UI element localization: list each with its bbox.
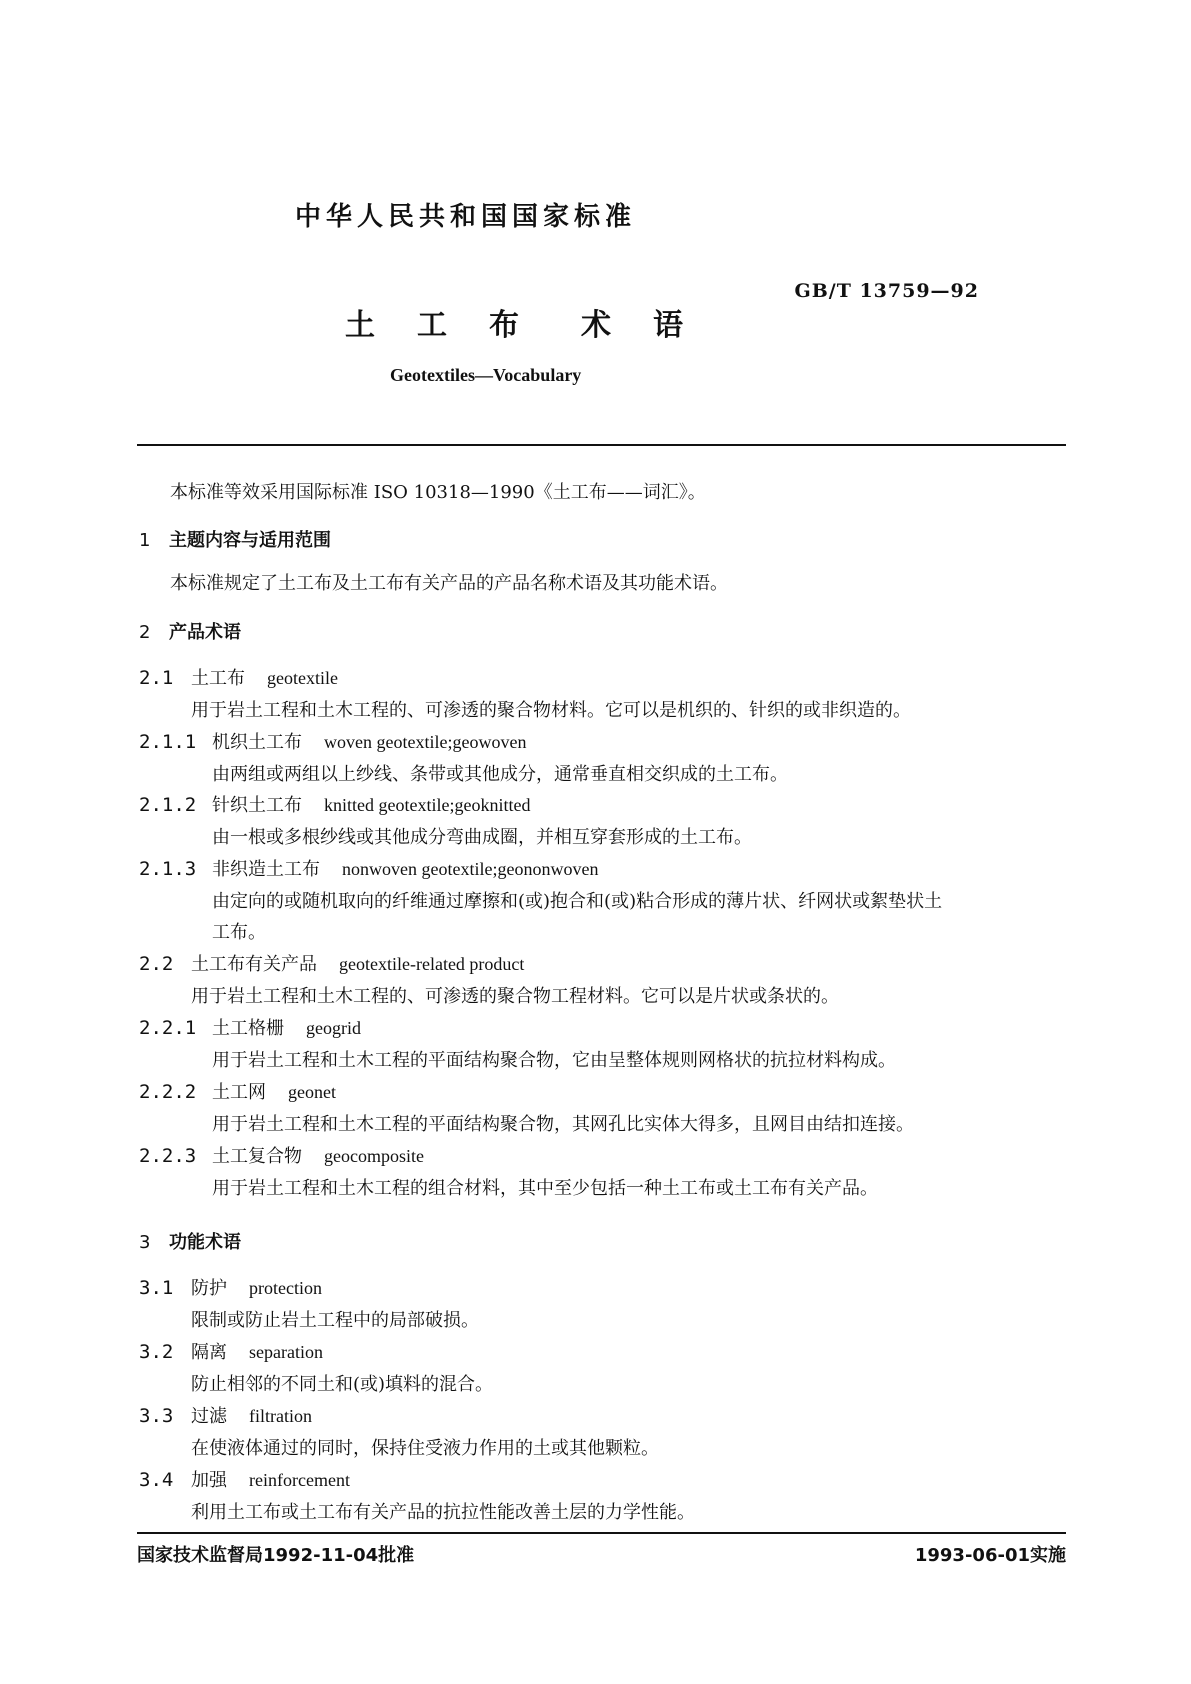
term-definition: 用于岩土工程和土木工程的、可渗透的聚合物材料。它可以是机织的、针织的或非织造的。	[191, 700, 911, 721]
term-en: reinforcement	[249, 1470, 350, 1490]
term-cn: 非织造土工布	[212, 859, 320, 880]
term-cn: 机织土工布	[212, 732, 302, 753]
term-cn: 土工复合物	[212, 1146, 302, 1167]
term-en: nonwoven geotextile;geononwoven	[342, 859, 599, 879]
term-definition: 在使液体通过的同时，保持住受液力作用的土或其他颗粒。	[191, 1438, 659, 1459]
term-cn: 加强	[191, 1470, 227, 1491]
bottom-rule	[137, 1532, 1066, 1534]
english-title: Geotextiles—Vocabulary	[390, 365, 582, 385]
term-en: geotextile	[267, 668, 338, 688]
term-definition: 限制或防止岩土工程中的局部破损。	[191, 1310, 479, 1331]
term-definition-cont: 工布。	[212, 922, 266, 943]
term-definition: 防止相邻的不同土和(或)填料的混合。	[191, 1374, 494, 1395]
term-entry	[139, 855, 598, 881]
term-en: woven geotextile;geowoven	[324, 732, 527, 752]
term-number: 3.1	[139, 1277, 174, 1299]
national-standard-heading: 中华人民共和国国家标准	[295, 202, 637, 232]
section-number: 2	[139, 622, 151, 643]
term-entry	[139, 1142, 424, 1168]
title-char: 语	[653, 308, 683, 343]
term-en: filtration	[249, 1406, 312, 1426]
term-number: 2.2.2	[139, 1081, 197, 1103]
term-entry	[139, 1466, 350, 1492]
term-cn: 隔离	[191, 1342, 227, 1363]
term-en: geotextile-related product	[339, 954, 525, 974]
term-entry	[139, 1274, 322, 1300]
term-number: 2.1	[139, 667, 174, 689]
term-entry	[139, 950, 524, 976]
section-title: 功能术语	[169, 1232, 241, 1253]
term-entry	[139, 1078, 336, 1104]
term-cn: 土工网	[212, 1082, 266, 1103]
top-rule	[137, 444, 1066, 446]
section-number: 3	[139, 1232, 151, 1253]
section-title: 产品术语	[169, 622, 241, 643]
term-cn: 防护	[191, 1278, 227, 1299]
term-definition: 由一根或多根纱线或其他成分弯曲成圈，并相互穿套形成的土工布。	[212, 827, 752, 848]
term-number: 2.1.3	[139, 858, 197, 880]
standard-number: GB/T 13759—92	[794, 280, 979, 302]
intro-paragraph: 本标准等效采用国际标准 ISO 10318—1990《土工布——词汇》。	[170, 482, 706, 503]
term-number: 3.2	[139, 1341, 174, 1363]
term-cn: 土工格栅	[212, 1018, 284, 1039]
term-definition: 用于岩土工程和土木工程的平面结构聚合物，它由呈整体规则网格状的抗拉材料构成。	[212, 1050, 896, 1071]
term-en: protection	[249, 1278, 322, 1298]
term-definition: 由两组或两组以上纱线、条带或其他成分，通常垂直相交织成的土工布。	[212, 764, 788, 785]
title-char: 工	[417, 308, 447, 343]
term-entry	[139, 1014, 361, 1040]
term-cn: 土工布	[191, 668, 245, 689]
section-3-heading	[139, 1228, 241, 1254]
term-en: geonet	[288, 1082, 336, 1102]
term-number: 2.2	[139, 953, 174, 975]
term-number: 2.1.1	[139, 731, 197, 753]
term-entry	[139, 664, 338, 690]
term-en: knitted geotextile;geoknitted	[324, 795, 531, 815]
document-title	[345, 300, 683, 344]
term-definition: 利用土工布或土工布有关产品的抗拉性能改善土层的力学性能。	[191, 1502, 695, 1523]
title-char: 布	[489, 308, 519, 343]
section-2-heading	[139, 618, 241, 644]
term-definition: 由定向的或随机取向的纤维通过摩擦和(或)抱合和(或)粘合形成的薄片状、纤网状或絮垫状土	[212, 891, 943, 912]
term-number: 2.2.3	[139, 1145, 197, 1167]
term-number: 3.4	[139, 1469, 174, 1491]
term-definition: 用于岩土工程和土木工程的平面结构聚合物，其网孔比实体大得多，且网目由结扣连接。	[212, 1114, 914, 1135]
term-en: geogrid	[306, 1018, 361, 1038]
term-en: separation	[249, 1342, 323, 1362]
term-entry	[139, 1402, 312, 1428]
term-entry	[139, 791, 530, 817]
term-definition: 用于岩土工程和土木工程的组合材料，其中至少包括一种土工布或土工布有关产品。	[212, 1178, 878, 1199]
approval-line: 国家技术监督局1992-11-04批准	[137, 1545, 415, 1566]
section-title: 主题内容与适用范围	[169, 530, 331, 551]
term-number: 2.2.1	[139, 1017, 197, 1039]
term-en: geocomposite	[324, 1146, 424, 1166]
term-number: 3.3	[139, 1405, 174, 1427]
section-1-heading	[139, 526, 331, 552]
term-entry	[139, 728, 526, 754]
term-cn: 针织土工布	[212, 795, 302, 816]
section-number: 1	[139, 530, 151, 551]
term-number: 2.1.2	[139, 794, 197, 816]
term-cn: 土工布有关产品	[191, 954, 317, 975]
term-entry	[139, 1338, 323, 1364]
title-char: 土	[345, 308, 375, 343]
term-cn: 过滤	[191, 1406, 227, 1427]
effective-date: 1993-06-01实施	[914, 1545, 1066, 1566]
title-char: 术	[581, 308, 611, 343]
term-definition: 用于岩土工程和土木工程的、可渗透的聚合物工程材料。它可以是片状或条状的。	[191, 986, 839, 1007]
section-1-body: 本标准规定了土工布及土工布有关产品的产品名称术语及其功能术语。	[170, 573, 728, 594]
